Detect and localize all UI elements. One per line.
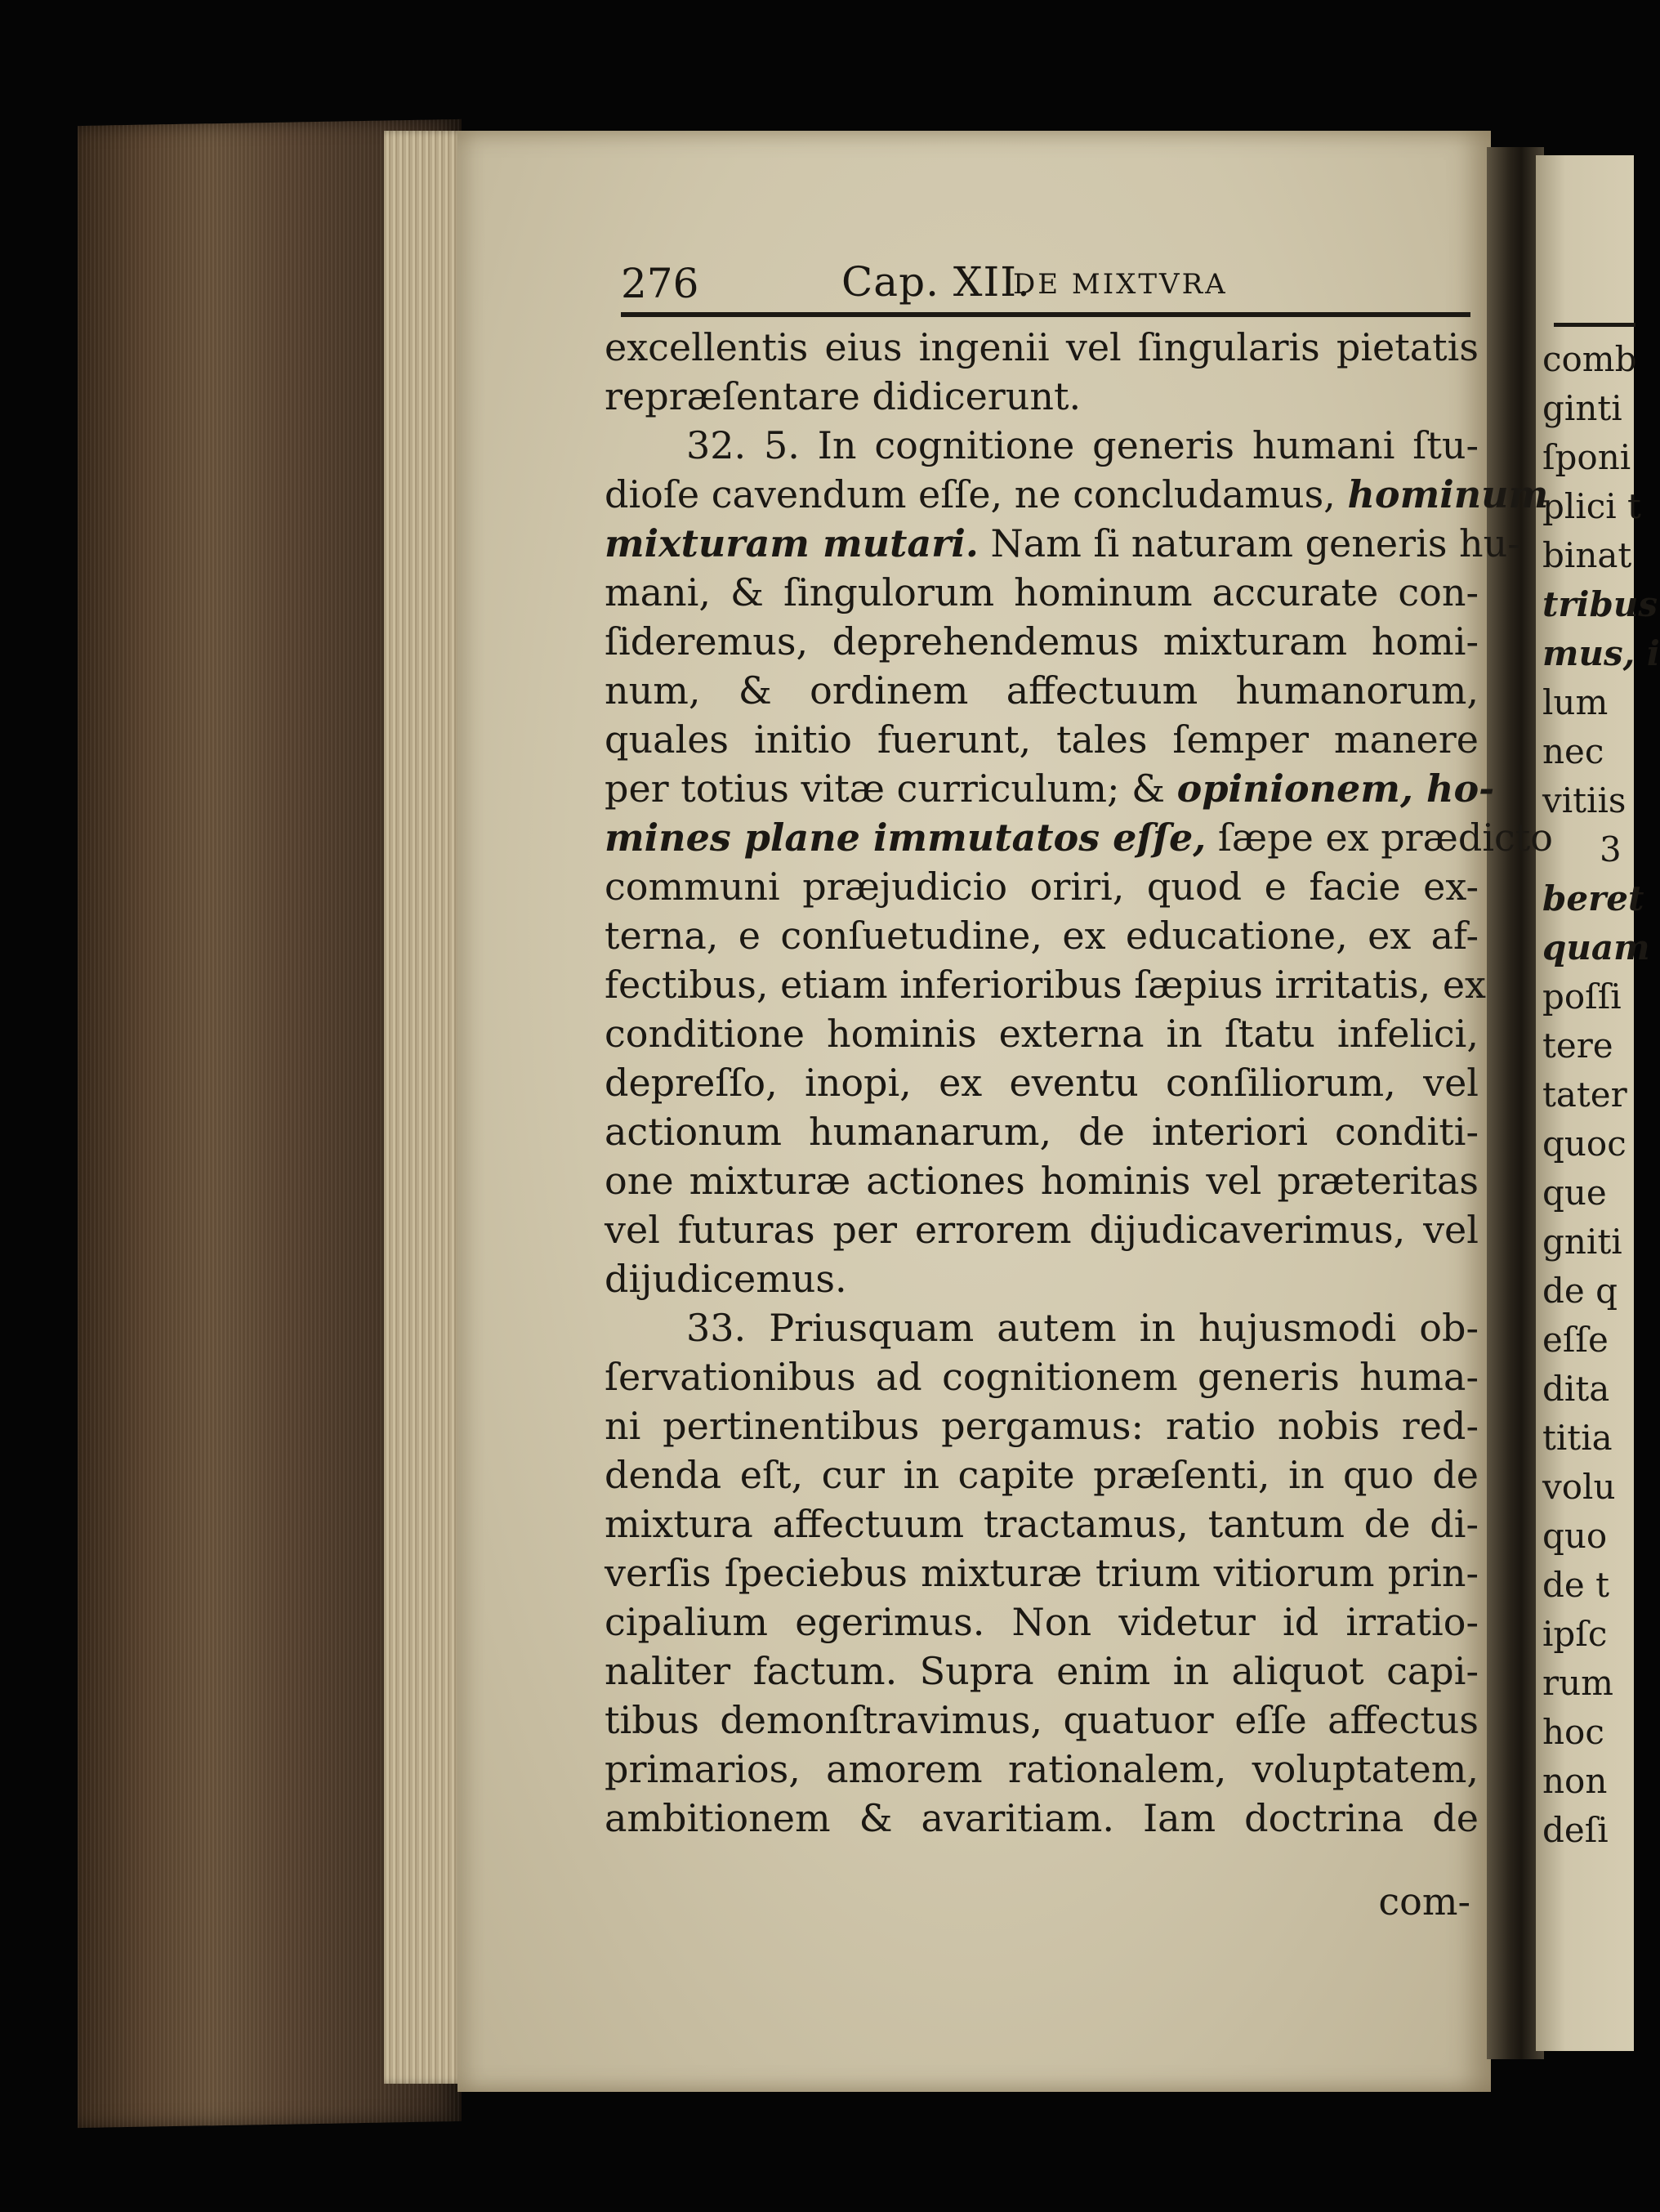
- italic-run: opinionem, ho-: [1176, 766, 1495, 811]
- fragment-line: titia: [1542, 1418, 1613, 1458]
- text-line: fectibus, etiam inferioribus ſæpius irritatis, ex: [605, 963, 1487, 1007]
- fragment-line: 3: [1600, 829, 1622, 869]
- text-line: [605, 470, 1549, 519]
- italic-run: mines plane immutatos eſſe,: [605, 816, 1207, 860]
- text-line: verſis ſpeciebus mixturæ trium vitiorum prin-: [605, 1551, 1479, 1595]
- fragment-line: non: [1542, 1761, 1608, 1801]
- fragment-line: quam: [1542, 927, 1650, 967]
- text-line: actionum humanarum, de interiori conditi-: [605, 1110, 1479, 1154]
- text-line: one mixturæ actiones hominis vel præteritas: [605, 1159, 1479, 1203]
- fragment-line: de t: [1542, 1565, 1609, 1605]
- text-line: conditione hominis externa in ſtatu infelici,: [605, 1012, 1479, 1056]
- page-number: 276: [621, 260, 699, 307]
- text-run: Nam ſi naturam generis hu-: [990, 521, 1520, 565]
- fragment-line: hoc: [1542, 1712, 1604, 1752]
- head-rule: [621, 312, 1470, 317]
- fragment-line: gniti: [1542, 1222, 1622, 1262]
- fragment-line: lum: [1542, 682, 1609, 722]
- text-line: num, & ordinem affectuum humanorum,: [605, 668, 1479, 713]
- text-line: mani, & ſingulorum hominum accurate con-: [605, 570, 1479, 614]
- text-line: mixtura affectuum tractamus, tantum de di-: [605, 1502, 1479, 1546]
- text-line: depreſſo, inopi, ex eventu conſiliorum, vel: [605, 1061, 1479, 1105]
- text-line: ambitionem & avaritiam. Iam doctrina de: [605, 1796, 1479, 1840]
- right-page-fragment: [1536, 155, 1660, 2051]
- page-stack-edge: [384, 131, 466, 2084]
- fragment-line: comb: [1542, 339, 1637, 379]
- text-line: denda eſt, cur in capite præſenti, in quo de: [605, 1453, 1479, 1497]
- right-page-text: [1542, 335, 1660, 1855]
- fragment-line: tater: [1542, 1075, 1627, 1115]
- body-text: [605, 323, 1553, 1843]
- text-line: primarios, amorem rationalem, voluptatem,: [605, 1747, 1479, 1791]
- paragraph-start-33: 33. Priusquam autem in hujusmodi ob-: [686, 1306, 1479, 1350]
- right-page-rule: [1554, 323, 1635, 327]
- text-line: excellentis eius ingenii vel ſingularis pietatis: [605, 325, 1479, 369]
- text-line: dijudicemus.: [605, 1257, 847, 1301]
- fragment-line: deſi: [1542, 1810, 1609, 1850]
- fragment-line: plici t: [1542, 486, 1641, 526]
- fragment-line: que: [1542, 1173, 1607, 1213]
- fragment-line: binat: [1542, 535, 1632, 575]
- text-line: vel futuras per errorem dijudicaverimus, vel: [605, 1208, 1479, 1252]
- text-line: cipalium egerimus. Non videtur id irratio-: [605, 1600, 1479, 1644]
- fragment-line: ginti: [1542, 388, 1622, 428]
- fragment-line: tere: [1542, 1026, 1613, 1066]
- text-line: terna, e conſuetudine, ex educatione, ex af-: [605, 914, 1479, 958]
- fragment-line: beret: [1542, 878, 1644, 918]
- text-line: repræſentare didicerunt.: [605, 374, 1082, 418]
- chapter-heading: Cap. XII.: [841, 258, 1031, 306]
- fragment-line: eſſe: [1542, 1320, 1609, 1360]
- fragment-line: ſponi: [1542, 437, 1631, 477]
- text-line: quales initio fuerunt, tales ſemper manere: [605, 717, 1479, 762]
- italic-run: hominum: [1347, 472, 1549, 516]
- fragment-line: quo: [1542, 1516, 1608, 1556]
- text-line: communi præjudicio oriri, quod e facie ex-: [605, 865, 1479, 909]
- fragment-line: tribus: [1542, 584, 1658, 624]
- catchword: com-: [1378, 1879, 1470, 1924]
- running-head: [621, 255, 1454, 312]
- text-line: ſervationibus ad cognitionem generis huma-: [605, 1355, 1479, 1399]
- fragment-line: rum: [1542, 1663, 1613, 1703]
- fragment-line: mus, i: [1542, 633, 1660, 673]
- fragment-line: nec: [1542, 731, 1604, 771]
- text-run: dioſe cavendum eſſe, ne concludamus,: [605, 472, 1336, 516]
- fragment-line: quoc: [1542, 1124, 1627, 1164]
- fragment-line: ipſc: [1542, 1614, 1608, 1654]
- fragment-line: vitiis: [1542, 780, 1627, 820]
- text-line: ni pertinentibus pergamus: ratio nobis red-: [605, 1404, 1479, 1448]
- text-line: ſideremus, deprehendemus mixturam homi-: [605, 619, 1479, 664]
- italic-run: mixturam mutari.: [605, 521, 979, 565]
- text-line: [605, 813, 1553, 862]
- chapter-title: DE MIXTVRA: [1013, 268, 1228, 301]
- fragment-line: de q: [1542, 1271, 1618, 1311]
- text-line: [605, 764, 1495, 813]
- paragraph-start-32: 32. 5. In cognitione generis humani ſtu-: [686, 423, 1479, 467]
- text-line: tibus demonſtravimus, quatuor eſſe affectus: [605, 1698, 1479, 1742]
- fragment-line: volu: [1542, 1467, 1616, 1507]
- text-run: per totius vitæ curriculum; &: [605, 766, 1166, 811]
- text-line: [605, 519, 1520, 568]
- fragment-line: poſſi: [1542, 976, 1622, 1017]
- text-run: ſæpe ex prædicto: [1217, 816, 1553, 860]
- text-line: naliter factum. Supra enim in aliquot capi-: [605, 1649, 1479, 1693]
- fragment-line: dita: [1542, 1369, 1610, 1409]
